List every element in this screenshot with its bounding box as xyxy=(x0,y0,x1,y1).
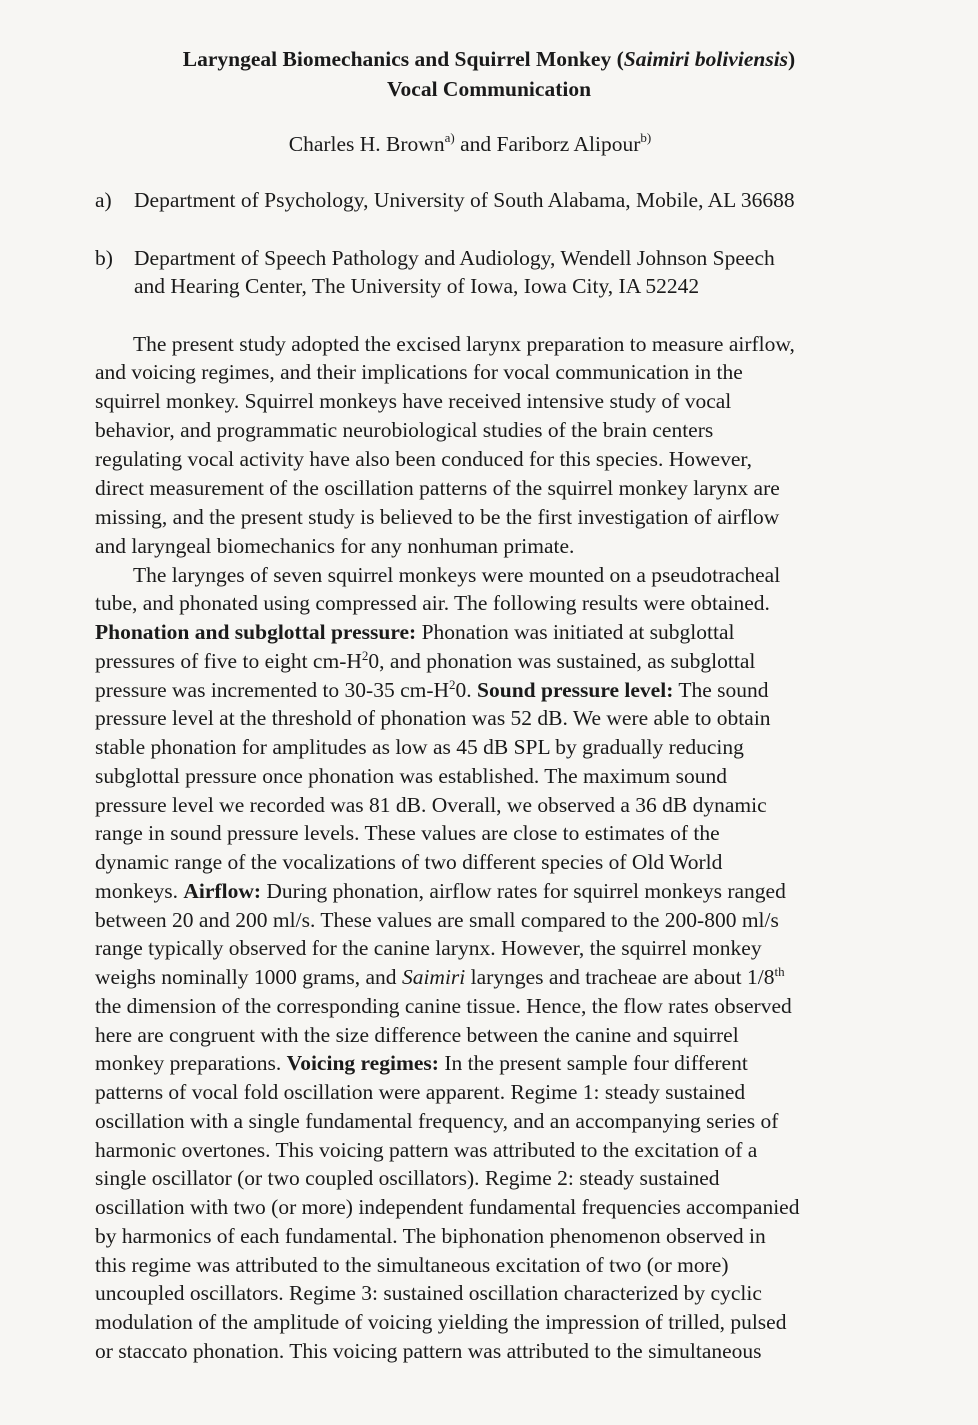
body-line: stable phonation for amplitudes as low as 45 dB SPL by gradually reducing xyxy=(95,735,744,759)
body-line: tube, and phonated using compressed air. The following results were obtained. xyxy=(95,591,770,615)
title-line-1: Laryngeal Biomechanics and Squirrel Monkey (Saimiri boliviensis) xyxy=(182,47,796,71)
affiliation-label: a) xyxy=(95,188,112,212)
body-line: The present study adopted the excised larynx preparation to measure airflow, xyxy=(133,332,795,356)
affiliation-text-line-2: and Hearing Center, The University of Iowa, Iowa City, IA 52242 xyxy=(134,274,700,298)
affiliation-text: Department of Speech Pathology and Audiology, Wendell Johnson Speech xyxy=(134,246,775,270)
body-line: regulating vocal activity have also been conduced for this species. However, xyxy=(95,447,753,471)
author-alipour: Fariborz Alipour xyxy=(496,132,641,156)
section-head-spl: Sound pressure level: xyxy=(477,678,674,702)
affiliation-text: Department of Psychology, University of South Alabama, Mobile, AL 36688 xyxy=(134,188,795,212)
body-line: monkey preparations. Voicing regimes: In the present sample four different xyxy=(95,1051,748,1075)
authors-line: Charles H. Brown$^{a)}$ and Fariborz Alipour$^{b)}$ xyxy=(288,130,652,156)
body-line: or staccato phonation. This voicing pattern was attributed to the simultaneous xyxy=(95,1339,762,1363)
body-line: missing, and the present study is believed to be the first investigation of airflow xyxy=(95,505,780,529)
section-head-voicing: Voicing regimes: xyxy=(286,1051,439,1075)
body-line: monkeys. Airflow: During phonation, airflow rates for squirrel monkeys ranged xyxy=(95,879,786,903)
body-line: single oscillator (or two coupled oscillators). Regime 2: steady sustained xyxy=(95,1166,720,1190)
body-line: between 20 and 200 ml/s. These values are small compared to the 200-800 ml/s xyxy=(95,908,779,932)
paper-title xyxy=(0,44,978,104)
body-line: and voicing regimes, and their implications for vocal communication in the xyxy=(95,360,743,384)
affiliation-mark-b: b) xyxy=(640,130,652,145)
body-line: the dimension of the corresponding canine tissue. Hence, the flow rates observed xyxy=(95,994,792,1018)
body-line: here are congruent with the size difference between the canine and squirrel xyxy=(95,1023,739,1047)
body-line: by harmonics of each fundamental. The biphonation phenomenon observed in xyxy=(95,1224,766,1248)
affiliation-mark-a: a) xyxy=(444,130,455,145)
body-line: dynamic range of the vocalizations of two different species of Old World xyxy=(95,850,723,874)
body-line: oscillation with two (or more) independent fundamental frequencies accompanied xyxy=(95,1195,800,1219)
body-line: range in sound pressure levels. These values are close to estimates of the xyxy=(95,821,720,845)
body-line: oscillation with a single fundamental frequency, and an accompanying series of xyxy=(95,1109,779,1133)
body-line: pressures of five to eight $cm-H^20$, and phonation was sustained, as subglottal xyxy=(95,648,756,673)
body-line: behavior, and programmatic neurobiological studies of the brain centers xyxy=(95,418,714,442)
body-line: The larynges of seven squirrel monkeys were mounted on a pseudotracheal xyxy=(133,563,781,587)
body-line: pressure level we recorded was 81 dB. Overall, we observed a 36 dB dynamic xyxy=(95,793,767,817)
body-line: subglottal pressure once phonation was established. The maximum sound xyxy=(95,764,727,788)
body-line: this regime was attributed to the simultaneous excitation of two (or more) xyxy=(95,1253,729,1277)
title-line-2: Vocal Communication xyxy=(386,77,592,101)
body-line: direct measurement of the oscillation patterns of the squirrel monkey larynx are xyxy=(95,476,780,500)
species-name: Saimiri boliviensis xyxy=(623,47,789,71)
body-line: patterns of vocal fold oscillation were apparent. Regime 1: steady sustained xyxy=(95,1080,746,1104)
body-line: uncoupled oscillators. Regime 3: sustained oscillation characterized by cyclic xyxy=(95,1281,762,1305)
body-line: and laryngeal biomechanics for any nonhuman primate. xyxy=(95,534,575,558)
affiliation-label: b) xyxy=(95,246,113,270)
author-brown: Charles H. Brown xyxy=(288,132,445,156)
body-line: pressure was incremented to 30-35 $cm-H^20$. Sound pressure level: The sound xyxy=(95,677,769,702)
section-head-phonation: Phonation and subglottal pressure: xyxy=(95,620,417,644)
body-line: modulation of the amplitude of voicing yielding the impression of trilled, pulsed xyxy=(95,1310,787,1334)
body-line: range typically observed for the canine larynx. However, the squirrel monkey xyxy=(95,936,762,960)
body-line: squirrel monkey. Squirrel monkeys have received intensive study of vocal xyxy=(95,389,732,413)
body-line: harmonic overtones. This voicing pattern was attributed to the excitation of a xyxy=(95,1138,758,1162)
body-line: pressure level at the threshold of phonation was 52 dB. We were able to obtain xyxy=(95,706,771,730)
body-line: weighs nominally 1000 grams, and Saimiri larynges and tracheae are about 1/8th xyxy=(95,964,785,989)
body-line: Phonation and subglottal pressure: Phonation was initiated at subglottal xyxy=(95,620,735,644)
section-head-airflow: Airflow: xyxy=(183,879,262,903)
